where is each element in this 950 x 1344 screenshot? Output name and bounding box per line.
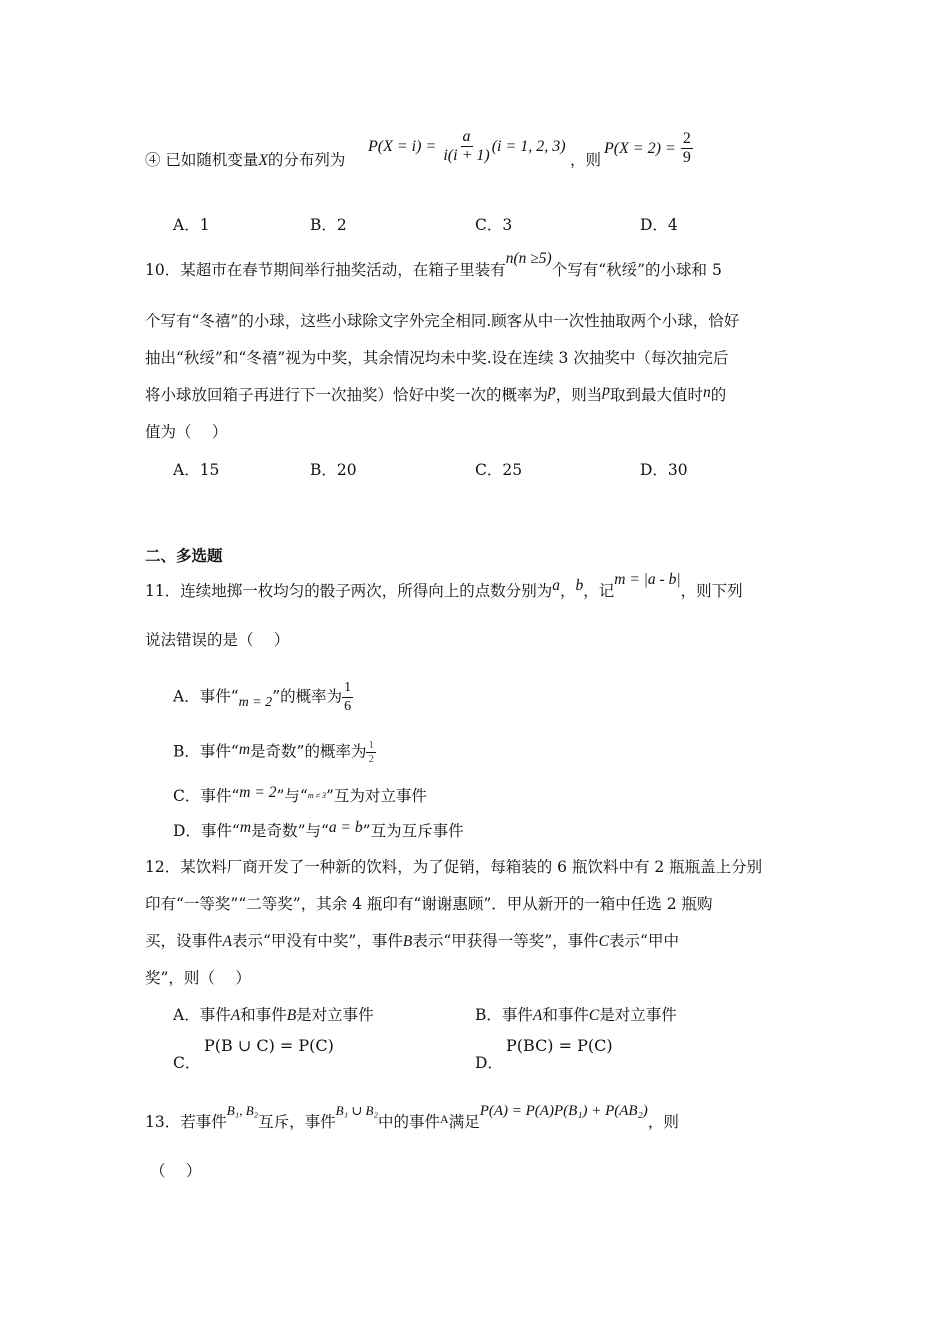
q11-optB-num: 1: [368, 739, 374, 751]
q11-formula: m = |a - b|: [614, 571, 681, 588]
q10-line3: 抽出“秋绥”和“冬禧”视为中奖，其余情况均未中奖.设在连续 3 次抽奖中（每次抽完后: [145, 349, 729, 367]
q11-optA-num: 1: [342, 679, 353, 698]
q11-line1-a: 11．连续地掷一枚均匀的骰子两次，所得向上的点数分别为: [145, 582, 553, 600]
q13-A: A: [440, 1112, 449, 1126]
q9-option-d[interactable]: D．4: [640, 216, 678, 234]
q9-formula2: [604, 128, 693, 169]
q9-item4-mid: 的分布列为: [267, 151, 346, 169]
q10-line4-c: 取到最大值时: [610, 386, 704, 404]
q11-optD-m: m: [239, 819, 252, 836]
q13-line1-a: 13．若事件: [145, 1113, 227, 1131]
q10-option-d[interactable]: D．30: [640, 461, 688, 479]
q13-formula3: P(A) = P(A)P(B₁) + P(AB₂): [479, 1103, 648, 1119]
q9-formula: [368, 126, 566, 167]
q11-line1-b: ，记: [583, 582, 615, 600]
q12-option-c-formula: P(B ∪ C) = P(C): [204, 1036, 334, 1055]
q12-line3: [145, 931, 679, 952]
q9-item4-line: [145, 150, 345, 171]
q12-line3-b: 表示“甲没有中奖”，事件: [231, 932, 403, 950]
q12-line3-a: 买，设事件: [145, 932, 223, 950]
q11-optB-a: B．事件“: [173, 742, 239, 761]
q11-option-c[interactable]: [173, 786, 427, 809]
q13-formula1: B₁, B₂: [226, 1103, 259, 1118]
q9-formula2-num: 2: [682, 130, 691, 147]
q12-optB-C: C: [588, 1007, 600, 1024]
q10-line1-b: 个写有“秋绥”的小球和 5: [551, 261, 722, 279]
q11-option-b[interactable]: [173, 739, 376, 766]
q11-b-var: b: [575, 577, 584, 594]
q12-line1: 12．某饮料厂商开发了一种新的饮料，为了促销，每箱装的 6 瓶饮料中有 2 瓶瓶盖上分别: [145, 858, 763, 876]
q11-optA-formula: m = 2: [238, 694, 273, 710]
q9-formula-fraction: [441, 128, 491, 165]
q9-item4-var: X: [258, 152, 268, 169]
q9-option-c[interactable]: C．3: [475, 216, 513, 234]
q12-optA-A: A: [230, 1007, 241, 1024]
q12-option-c-label[interactable]: C．: [173, 1054, 201, 1072]
q9-formula-num: a: [462, 128, 471, 145]
q11-option-a[interactable]: [173, 679, 353, 716]
q11-line2: 说法错误的是（ ）: [145, 631, 290, 649]
q11-optA-fraction: [342, 679, 353, 716]
q9-formula2-lhs: P(X = 2) =: [604, 140, 676, 157]
q12-option-a[interactable]: [173, 1005, 374, 1026]
q10-line4: [145, 382, 727, 406]
q12-optA-B: B: [286, 1007, 297, 1024]
q12-option-b[interactable]: [475, 1005, 677, 1026]
q12-line4: 奖”，则（ ）: [145, 969, 251, 987]
q12-optB-b: 和事件: [542, 1006, 589, 1024]
q11-optC-a: C．事件“: [173, 787, 240, 805]
q12-line2: 印有“一等奖”“二等奖”，其余 4 瓶印有“谢谢惠顾”．甲从新开的一箱中任选 2 瓶购: [145, 895, 713, 913]
q11-optC-b: ”与“: [276, 787, 308, 805]
q12-line3-d: 表示“甲中: [609, 932, 679, 950]
q9-then: ，则: [570, 151, 602, 169]
q12-optA-b: 和事件: [240, 1006, 287, 1024]
q12-option-d-formula: P(BC) = P(C): [506, 1036, 613, 1055]
q12-line3-c: 表示“甲获得一等奖”，事件: [412, 932, 599, 950]
q11-optD-a: D．事件“: [173, 822, 240, 840]
q12-optB-c: 是对立事件: [599, 1006, 677, 1024]
q10-line4-a: 将小球放回箱子再进行下一次抽奖）恰好中奖一次的概率为: [145, 386, 549, 404]
q11-optD-c: ”互为互斥事件: [362, 822, 464, 840]
q13-line1-d: 满足: [448, 1113, 480, 1131]
q9-formula2-den: 9: [682, 149, 691, 166]
q11-line1-c: ，则下列: [680, 582, 743, 600]
q10-option-c[interactable]: C．25: [475, 461, 523, 479]
q13-line2: （ ）: [150, 1162, 202, 1180]
q11-optB-den: 2: [368, 753, 374, 765]
q9-item4-prefix: ④ 已如随机变量: [145, 151, 259, 169]
q12-line3-B: B: [402, 933, 413, 950]
q10-line4-p1: p: [548, 382, 556, 399]
q10-option-a[interactable]: A．15: [173, 461, 220, 479]
q11-optD-b: 是奇数”与“: [251, 822, 329, 840]
q10-option-b[interactable]: B．20: [310, 461, 357, 479]
q10-line2: 个写有“冬禧”的小球，这些小球除文字外完全相同.顾客从中一次性抽取两个小球，恰好: [145, 312, 740, 330]
q10-line1-a: 10．某超市在春节期间举行抽奖活动，在箱子里装有: [145, 261, 506, 279]
q12-optA-a: A．事件: [173, 1006, 231, 1024]
q11-optC-c: ”互为对立事件: [325, 787, 427, 805]
q9-option-b[interactable]: B．2: [310, 216, 347, 234]
q11-optB-m: m: [238, 740, 251, 758]
q11-optD-formula: a = b: [328, 819, 363, 836]
q11-optB-b: 是奇数”的概率为: [250, 742, 367, 761]
q10-line4-b: ，则当: [555, 386, 603, 404]
q13-formula2: B₁ ∪ B₂: [335, 1103, 378, 1118]
q10-line4-p2: p: [602, 382, 611, 399]
q12-optA-c: 是对立事件: [296, 1006, 374, 1024]
q10-line4-n: n: [703, 384, 711, 401]
q12-line3-A: A: [222, 933, 232, 950]
q11-optA-b: ”的概率为: [272, 687, 343, 706]
q11-optA-a: A．事件“: [173, 687, 239, 706]
q11-optA-den: 6: [344, 699, 352, 714]
q11-option-d[interactable]: [173, 821, 464, 842]
q13-line1: [145, 1103, 679, 1133]
q9-option-a[interactable]: A．1: [173, 216, 210, 234]
q10-line4-d: 的: [710, 386, 727, 404]
q12-line3-C: C: [598, 933, 610, 950]
q9-formula-lhs: P(X = i) =: [368, 138, 437, 155]
q11-optC-formula: m = 2: [239, 784, 277, 801]
q11-comma: ，: [559, 582, 576, 600]
section-title: 二、多选题: [145, 547, 223, 565]
q12-optB-A: A: [532, 1007, 543, 1024]
q11-optC-formula2: m ≠ 3: [307, 791, 326, 800]
q9-formula-cond: (i = 1, 2, 3): [491, 138, 566, 155]
q10-line1: [145, 250, 722, 281]
q13-line1-c: 中的事件: [378, 1113, 441, 1131]
q9-formula-den: i(i + 1): [443, 147, 490, 164]
q10-line1-n: n(n ≥5): [505, 250, 552, 267]
q13-line1-e: ，则: [647, 1113, 679, 1131]
q13-line1-b: 互斥，事件: [258, 1113, 336, 1131]
q12-optB-a: B．事件: [475, 1006, 533, 1024]
q9-formula2-fraction: [681, 130, 693, 167]
q11-line1: [145, 571, 743, 602]
q10-line5: 值为（ ）: [145, 423, 228, 441]
q11-a-var: a: [552, 577, 560, 594]
q11-optB-fraction: [366, 739, 376, 766]
q12-option-d-label[interactable]: D．: [475, 1054, 503, 1072]
